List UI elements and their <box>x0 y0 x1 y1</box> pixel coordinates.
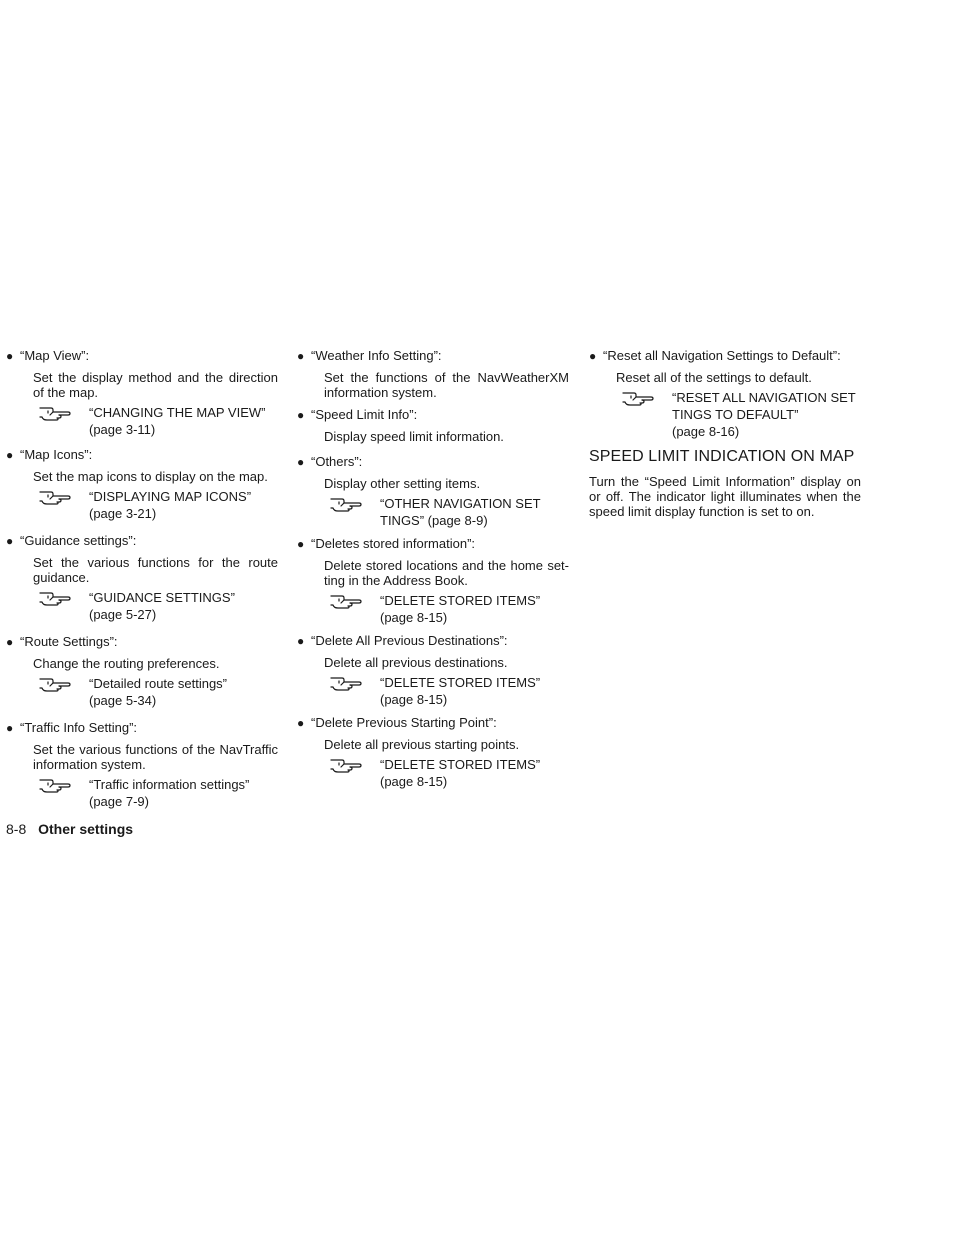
pointing-hand-icon <box>330 675 362 691</box>
reference-text: “Traffic information settings” <box>89 777 250 792</box>
pointing-hand-icon <box>622 390 654 406</box>
column-right-items <box>589 348 861 439</box>
reference-text: TINGS TO DEFAULT” <box>672 407 799 422</box>
pointing-hand-icon <box>330 593 362 609</box>
item-title: “Guidance settings”: <box>20 533 137 548</box>
item-description: Display other setting items. <box>324 476 481 491</box>
item-description: Set the map icons to display on the map. <box>33 469 268 484</box>
item-title: “Delete Previous Starting Point”: <box>311 715 497 730</box>
reference-text: “GUIDANCE SETTINGS” <box>89 590 235 605</box>
pointing-hand-icon <box>330 496 362 512</box>
reference-text: “DISPLAYING MAP ICONS” <box>89 489 252 504</box>
item-description: Set the display method and the direction of the map. <box>33 370 278 400</box>
list-item <box>6 447 278 522</box>
item-description: Reset all of the settings to default. <box>616 370 812 385</box>
reference-text: (page 7-9) <box>89 794 149 809</box>
list-item <box>297 348 569 400</box>
reference-text: “CHANGING THE MAP VIEW” <box>89 405 266 420</box>
item-title: “Speed Limit Info”: <box>311 407 418 422</box>
reference-text: (page 5-34) <box>89 693 157 708</box>
reference-text: (page 3-11) <box>89 422 156 437</box>
bullet-icon: ● <box>6 349 14 363</box>
section-body: Turn the “Speed Limit Information” display on or off. The indicator light illuminates when the speed limit display function is set to on. <box>589 474 861 519</box>
bullet-icon: ● <box>297 349 305 363</box>
item-description: Change the routing preferences. <box>33 656 220 671</box>
bullet-icon: ● <box>6 448 14 462</box>
column-right <box>589 348 861 519</box>
reference-text: (page 3-21) <box>89 506 157 521</box>
item-description: Delete stored locations and the home setting in the Address Book. <box>324 558 569 588</box>
page-reference <box>33 404 278 438</box>
bullet-icon: ● <box>589 349 597 363</box>
reference-text: “RESET ALL NAVIGATION SET <box>672 390 856 405</box>
page-reference <box>33 776 278 810</box>
list-item <box>297 633 569 708</box>
item-title: “Delete All Previous Destinations”: <box>311 633 508 648</box>
pointing-hand-icon <box>39 405 71 421</box>
list-item <box>297 454 569 529</box>
reference-text: (page 5-27) <box>89 607 157 622</box>
page-number: 8-8 <box>6 821 27 837</box>
chapter-title: Other settings <box>38 821 134 837</box>
item-title: “Traffic Info Setting”: <box>20 720 138 735</box>
page-reference <box>616 389 861 440</box>
item-description: Set the various functions for the route guidance. <box>33 555 278 585</box>
reference-text: “DELETE STORED ITEMS” <box>380 593 541 608</box>
reference-text: “OTHER NAVIGATION SET <box>380 496 541 511</box>
reference-text: (page 8-15) <box>380 692 448 707</box>
page-reference <box>324 756 569 790</box>
page-footer <box>6 820 133 838</box>
item-description: Delete all previous destinations. <box>324 655 508 670</box>
item-title: “Deletes stored information”: <box>311 536 476 551</box>
bullet-icon: ● <box>297 408 305 422</box>
list-item <box>6 720 278 810</box>
item-title: “Weather Info Setting”: <box>311 348 442 363</box>
bullet-icon: ● <box>6 635 14 649</box>
bullet-icon: ● <box>297 634 305 648</box>
reference-text: (page 8-16) <box>672 424 740 439</box>
reference-text: “Detailed route settings” <box>89 676 228 691</box>
list-item <box>297 407 569 444</box>
bullet-icon: ● <box>297 537 305 551</box>
item-description: Delete all previous starting points. <box>324 737 520 752</box>
item-title: “Others”: <box>311 454 363 469</box>
item-description: Set the functions of the NavWeatherXM information system. <box>324 370 569 400</box>
bullet-icon: ● <box>6 721 14 735</box>
item-title: “Route Settings”: <box>20 634 118 649</box>
pointing-hand-icon <box>330 757 362 773</box>
reference-text: “DELETE STORED ITEMS” <box>380 675 541 690</box>
page-reference <box>324 495 569 529</box>
page-reference <box>324 592 569 626</box>
list-item <box>589 348 861 440</box>
reference-text: “DELETE STORED ITEMS” <box>380 757 541 772</box>
reference-text: (page 8-15) <box>380 610 448 625</box>
pointing-hand-icon <box>39 590 71 606</box>
list-item <box>297 715 569 790</box>
page-reference <box>33 675 278 709</box>
item-title: “Map Icons”: <box>20 447 93 462</box>
section-heading: SPEED LIMIT INDICATION ON MAP <box>589 448 855 465</box>
bullet-icon: ● <box>297 716 305 730</box>
pointing-hand-icon <box>39 676 71 692</box>
pointing-hand-icon <box>39 777 71 793</box>
pointing-hand-icon <box>39 489 71 505</box>
item-title: “Map View”: <box>20 348 90 363</box>
reference-text: (page 8-15) <box>380 774 448 789</box>
list-item <box>6 348 278 438</box>
list-item <box>297 536 569 626</box>
item-description: Set the various functions of the NavTraffic information system. <box>33 742 278 772</box>
reference-text: TINGS” (page 8-9) <box>380 513 488 528</box>
page-reference <box>33 589 278 623</box>
list-item <box>6 533 278 623</box>
bullet-icon: ● <box>6 534 14 548</box>
page-reference <box>33 488 278 522</box>
item-title: “Reset all Navigation Settings to Default”: <box>603 348 841 363</box>
list-item <box>6 634 278 709</box>
bullet-icon: ● <box>297 455 305 469</box>
page-reference <box>324 674 569 708</box>
item-description: Display speed limit information. <box>324 429 504 444</box>
